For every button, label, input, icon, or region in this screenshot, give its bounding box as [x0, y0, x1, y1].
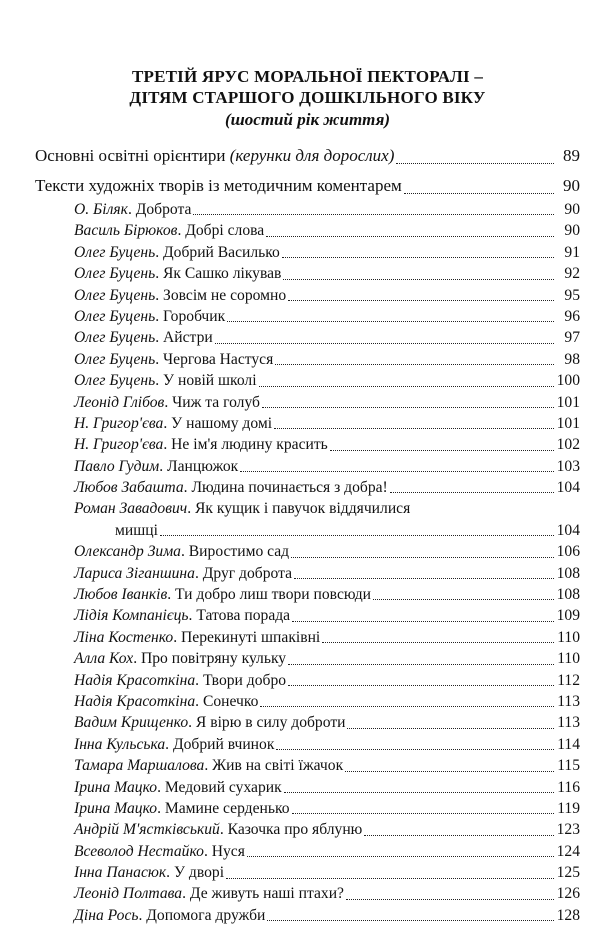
toc-entry-text: [74, 434, 328, 455]
toc-entry-author: Андрій М'ястківський: [74, 821, 220, 839]
toc-entry-text: [74, 477, 388, 498]
toc-entry-title: . Доброта: [127, 200, 192, 218]
toc-entries-list: [35, 541, 580, 926]
toc-entry-text: [74, 648, 286, 669]
toc-page-number: 123: [556, 821, 580, 839]
toc-page-number: 92: [564, 265, 580, 283]
toc-entry: [35, 734, 580, 755]
toc-page-number: 119: [557, 799, 580, 817]
toc-page-number: 126: [556, 885, 580, 903]
toc-entry-text: [74, 627, 320, 648]
toc-page-number: 109: [556, 607, 580, 625]
toc-page-number: 110: [557, 628, 580, 646]
toc-entry-title: . Ти добро лиш твори повсюди: [167, 586, 371, 604]
toc-entry-author: Любов Іванків: [74, 586, 168, 604]
toc-entry: [35, 905, 580, 926]
toc-entry-text: [74, 691, 258, 712]
toc-page-number: 95: [564, 286, 580, 304]
toc-page-number: 112: [557, 671, 580, 689]
dot-leader: [283, 279, 554, 280]
toc-entry-title: . Чиж та голуб: [164, 393, 260, 411]
toc-entry-title: . Ланцюжок: [159, 457, 239, 475]
toc-page-number: 110: [557, 650, 580, 668]
toc-entry: [35, 370, 580, 391]
toc-page-number: 90: [564, 200, 580, 218]
toc-entry-text: [74, 734, 274, 755]
toc-entry-author: Олег Буцень: [74, 329, 156, 347]
toc-entry-title: . Татова порада: [188, 607, 291, 625]
toc-entry-title: . Чергова Настуся: [155, 350, 274, 368]
toc-entry: [35, 670, 580, 691]
dot-leader: [346, 899, 554, 900]
toc-entry: [35, 349, 580, 370]
toc-page-number: 90: [563, 176, 580, 195]
toc-entry-author: Роман Завадович: [74, 500, 188, 518]
toc-entry-title: мишці: [115, 521, 158, 539]
toc-entry-title: . Горобчик: [155, 307, 226, 325]
toc-page-number: 116: [557, 778, 580, 796]
toc-entry-text: [74, 220, 264, 241]
toc-page-number: 98: [564, 350, 580, 368]
toc-entry-author: Тамара Маршалова: [74, 757, 205, 775]
dot-leader: [160, 535, 554, 536]
toc-entry: [35, 392, 580, 413]
toc-entry-author: Н. Григор'єва: [74, 436, 164, 454]
toc-entry-title: . Не ім'я людину красить: [163, 436, 328, 454]
toc-page-number: 102: [556, 436, 580, 454]
dot-leader: [193, 214, 554, 215]
toc-page-number: 101: [556, 393, 580, 411]
toc-page-number: 97: [564, 329, 580, 347]
toc-entry-text: [74, 819, 362, 840]
dot-leader: [404, 193, 554, 194]
dot-leader: [260, 706, 554, 707]
toc-entry: [35, 285, 580, 306]
toc-entry-author: Леонід Глібов: [74, 393, 165, 411]
toc-entry: [35, 327, 580, 348]
toc-page-number: 106: [556, 543, 580, 561]
chapter-subtitle: (шостий рік життя): [224, 110, 391, 129]
toc-entry-author: Олег Буцень: [74, 286, 156, 304]
toc-entry-title: . Допомога дружби: [138, 906, 266, 924]
toc-entry-text: [74, 755, 343, 776]
toc-entry-title: . У новій школі: [155, 372, 257, 390]
toc-entry-author: Лариса Зіганшина: [74, 564, 195, 582]
toc-entry: [35, 755, 580, 776]
dot-leader: [288, 664, 554, 665]
toc-entry-author: Н. Григор'єва: [74, 414, 164, 432]
toc-entry-title: . Про повітряну кульку: [133, 650, 287, 668]
dot-leader: [288, 685, 554, 686]
toc-entry-title: . Медовий сухарик: [157, 778, 282, 796]
toc-page-number: 103: [556, 457, 580, 475]
toc-section-orientations: [35, 143, 580, 169]
toc-page-number: 104: [556, 521, 580, 539]
toc-page-number: 89: [563, 146, 580, 165]
toc-entry-title: . Мамине серденько: [157, 799, 290, 817]
toc-entry-author: Ірина Мацко: [74, 799, 158, 817]
toc-entry-author: Надія Красоткіна: [74, 671, 196, 689]
toc-entry-text: [74, 841, 245, 862]
dot-leader: [240, 471, 554, 472]
toc-entry-title: . Айстри: [155, 329, 213, 347]
toc-entry-title: . Де живуть наші птахи?: [182, 885, 344, 903]
toc-page-number: 124: [556, 842, 580, 860]
chapter-title-line-1: ТРЕТІЙ ЯРУС МОРАЛЬНОЇ ПЕКТОРАЛІ –: [131, 67, 484, 86]
toc-section-title: [35, 143, 394, 169]
toc-entry-text: [74, 306, 225, 327]
toc-section-note: (керунки для дорослих): [229, 146, 395, 165]
toc-entry: [35, 884, 580, 905]
toc-entry-text: [74, 242, 280, 263]
dot-leader: [247, 856, 554, 857]
toc-entry: [35, 434, 580, 455]
dot-leader: [373, 599, 554, 600]
toc-entry-text: [74, 456, 238, 477]
dot-leader: [294, 578, 554, 579]
dot-leader: [364, 835, 554, 836]
toc-entry: [35, 798, 580, 819]
toc-entry-text: [74, 605, 290, 626]
toc-entry: [35, 841, 580, 862]
toc-entry: [35, 220, 580, 241]
dot-leader: [274, 428, 554, 429]
toc-entry-author: Олег Буцень: [74, 243, 156, 261]
toc-entry: [35, 777, 580, 798]
toc-page-number: 115: [557, 757, 580, 775]
dot-leader: [292, 813, 554, 814]
dot-leader: [275, 364, 554, 365]
toc-entry: [35, 605, 580, 626]
toc-entry-title: . Людина починається з добра!: [183, 479, 388, 497]
toc-entry-title: . Твори добро: [195, 671, 287, 689]
toc-entry-title: . У нашому домі: [163, 414, 273, 432]
toc-entry-title: . Добрий Василько: [155, 243, 280, 261]
toc-entry-title: . Сонечко: [195, 692, 259, 710]
toc-entry-title: . Як кущик і павучок віддячилися: [187, 500, 411, 518]
toc-entry: [35, 242, 580, 263]
toc-page-number: 125: [556, 864, 580, 882]
dot-leader: [259, 386, 554, 387]
toc-page-number: 113: [557, 714, 580, 732]
toc-page-number: 108: [556, 564, 580, 582]
toc-page-number: 100: [556, 372, 580, 390]
toc-entry: [35, 691, 580, 712]
dot-leader: [345, 771, 554, 772]
toc-entry-title: . Друг доброта: [194, 564, 293, 582]
toc-entry-author: Любов Забашта: [74, 479, 184, 497]
toc-entry: [35, 648, 580, 669]
dot-leader: [292, 621, 554, 622]
toc-entry-author: Ірина Мацко: [74, 778, 158, 796]
toc-page-number: 91: [564, 243, 580, 261]
toc-page-number: 90: [564, 222, 580, 240]
toc-entry: [35, 306, 580, 327]
toc-page-number: 114: [557, 735, 580, 753]
toc-entry-author: Павло Гудим: [74, 457, 160, 475]
toc-entry-text: [74, 712, 345, 733]
toc-entry-author: Надія Красоткіна: [74, 692, 196, 710]
toc-entry-title: . Жив на світі їжачок: [204, 757, 344, 775]
toc-entry-author: Інна Панасюк: [74, 864, 167, 882]
toc-entry: [35, 263, 580, 284]
toc-entry-author: Василь Бірюков: [74, 222, 178, 240]
toc-entry: [35, 819, 580, 840]
toc-entry: [35, 199, 580, 220]
toc-entry-title: . У дворі: [166, 864, 225, 882]
dot-leader: [276, 749, 554, 750]
dot-leader: [282, 257, 554, 258]
toc-entry: [35, 627, 580, 648]
dot-leader: [322, 642, 554, 643]
toc-entry: [35, 712, 580, 733]
toc-entry-title: . Добрі слова: [177, 222, 265, 240]
toc-entry-text: [74, 349, 273, 370]
toc-entry-text: [74, 798, 290, 819]
toc-entry-title: . Перекинуті шпаківні: [173, 628, 321, 646]
dot-leader: [266, 236, 554, 237]
toc-entry-author: Лідія Компанієць: [74, 607, 189, 625]
toc-entry-title: . Казочка про яблуню: [219, 821, 363, 839]
toc-entry-text: [74, 285, 286, 306]
toc-entry-author: Олександр Зима: [74, 543, 181, 561]
toc-entry: [35, 862, 580, 883]
dot-leader: [262, 407, 554, 408]
toc-section-texts: [35, 173, 580, 199]
toc-entry: [35, 584, 580, 605]
toc-entry-text: [74, 327, 213, 348]
toc-page-number: 104: [556, 479, 580, 497]
toc-entry-author: Алла Кох: [74, 650, 134, 668]
toc-entries-list: [35, 199, 580, 498]
dot-leader: [347, 728, 554, 729]
toc-entry-text: [74, 777, 282, 798]
toc-entry-text: [74, 584, 371, 605]
toc-entry-text: [74, 862, 224, 883]
toc-entry-author: Всеволод Нестайко: [74, 842, 204, 860]
toc-entry-text: [74, 670, 286, 691]
chapter-title-line-2: ДІТЯМ СТАРШОГО ДОШКІЛЬНОГО ВІКУ: [129, 88, 486, 107]
toc-entry-title: . Добрий вчинок: [165, 735, 275, 753]
toc-page-number: 101: [556, 414, 580, 432]
toc-page-number: 128: [556, 906, 580, 924]
dot-leader: [288, 300, 554, 301]
toc-entry: [35, 541, 580, 562]
toc-entry-title: . Я вірю в силу доброти: [188, 714, 346, 732]
dot-leader: [227, 321, 554, 322]
toc-entry-title: . Нуся: [203, 842, 245, 860]
toc-entry: [35, 563, 580, 584]
dot-leader: [396, 163, 554, 164]
toc-entry-text: [74, 392, 260, 413]
toc-section-title: Тексти художніх творів із методичним коментарем: [35, 176, 402, 195]
toc-entry-text: [74, 563, 292, 584]
toc-entry: [35, 477, 580, 498]
toc-entry: [35, 413, 580, 434]
toc-entry-text: [74, 263, 281, 284]
dot-leader: [215, 343, 554, 344]
dot-leader: [291, 557, 554, 558]
toc-entry-wrapped-line-1: [35, 498, 580, 519]
toc-entry-text: [74, 905, 265, 926]
toc-entry-author: Леонід Полтава: [74, 885, 183, 903]
dot-leader: [226, 878, 554, 879]
dot-leader: [284, 792, 554, 793]
toc-entry-author: Олег Буцень: [74, 307, 156, 325]
toc-entry: [35, 456, 580, 477]
toc-entry-title: . Зовсім не соромно: [155, 286, 287, 304]
toc-entry-author: Ліна Костенко: [74, 628, 174, 646]
toc-entry-text: [74, 199, 191, 220]
toc-entry-author: Вадим Крищенко: [74, 714, 189, 732]
toc-entry-author: Олег Буцень: [74, 265, 156, 283]
toc-entry-author: О. Біляк: [74, 200, 128, 218]
dot-leader: [330, 450, 554, 451]
dot-leader: [390, 492, 554, 493]
toc-entry-author: Діна Рось: [74, 906, 139, 924]
toc-section-title-text: Основні освітні орієнтири: [35, 146, 230, 165]
toc-entry-author: Олег Буцень: [74, 372, 156, 390]
toc-entry-text: [74, 370, 257, 391]
toc-entry-author: Інна Кульська: [74, 735, 166, 753]
toc-entry-title: . Виростимо сад: [180, 543, 290, 561]
toc-page-number: 96: [564, 307, 580, 325]
toc-page-number: 113: [557, 692, 580, 710]
toc-entry-text: [74, 541, 289, 562]
toc-entry-title: . Як Сашко лікував: [155, 265, 282, 283]
toc-page-number: 108: [556, 586, 580, 604]
toc-entry-author: Олег Буцень: [74, 350, 156, 368]
toc-entry-text: [74, 413, 272, 434]
toc-entry-text: [74, 883, 344, 904]
toc-entry-wrapped-line-2: [35, 520, 580, 541]
